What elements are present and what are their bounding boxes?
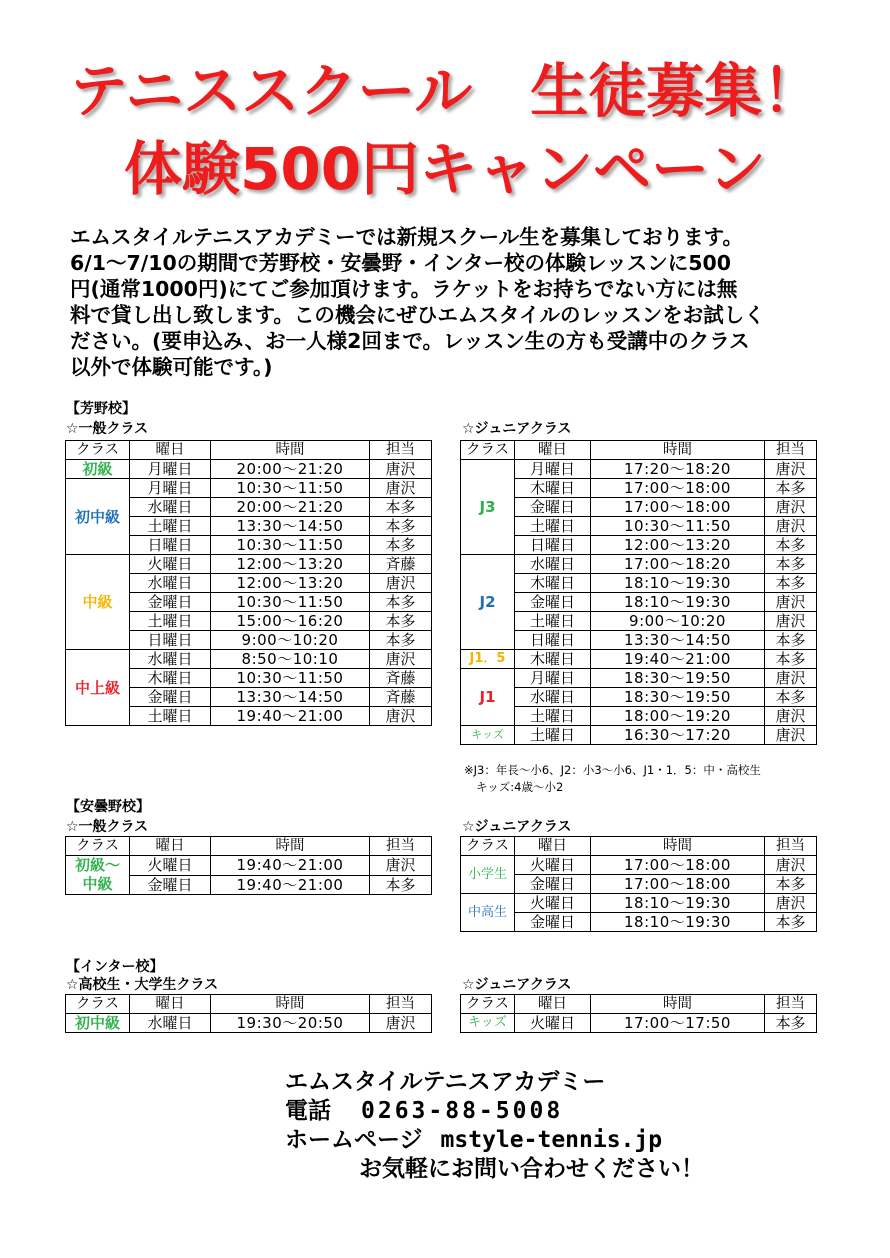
coach-cell: 本多 [765, 913, 817, 932]
header-time: 時間 [211, 441, 370, 460]
inter-junior-table [460, 994, 817, 1033]
header-coach: 担当 [370, 441, 432, 460]
coach-cell: 唐沢 [370, 1014, 432, 1033]
day-cell: 土曜日 [130, 707, 211, 726]
header-coach: 担当 [765, 441, 817, 460]
day-cell: 月曜日 [130, 460, 211, 479]
class-cell: キッズ [461, 726, 515, 745]
coach-cell: 唐沢 [765, 593, 817, 612]
day-cell: 金曜日 [130, 875, 211, 895]
class-line: 初級～ [74, 856, 120, 874]
day-cell: 火曜日 [130, 856, 211, 876]
day-cell: 木曜日 [515, 650, 591, 669]
day-cell: 金曜日 [515, 593, 591, 612]
inter-school-label: 【インター校】 [66, 959, 164, 975]
day-cell: 水曜日 [130, 574, 211, 593]
time-cell: 13:30～14:50 [211, 517, 370, 536]
academy-name: エムスタイルテニスアカデミー [285, 1069, 606, 1095]
table-row [461, 875, 817, 894]
table-row [461, 460, 817, 479]
yoshino-general-table [65, 440, 432, 726]
day-cell: 土曜日 [130, 612, 211, 631]
time-cell: 9:00～10:20 [591, 612, 765, 631]
header-class: クラス [461, 995, 515, 1014]
header-time: 時間 [211, 995, 370, 1014]
coach-cell: 斉藤 [370, 555, 432, 574]
time-cell: 9:00～10:20 [211, 631, 370, 650]
day-cell: 土曜日 [515, 517, 591, 536]
table-row [66, 460, 432, 479]
header-day: 曜日 [130, 837, 211, 856]
coach-cell: 唐沢 [765, 498, 817, 517]
coach-cell: 唐沢 [370, 707, 432, 726]
time-cell: 13:30～14:50 [591, 631, 765, 650]
day-cell: 月曜日 [515, 669, 591, 688]
day-cell: 日曜日 [130, 536, 211, 555]
table-row [461, 593, 817, 612]
coach-cell: 斉藤 [370, 688, 432, 707]
time-cell: 13:30～14:50 [211, 688, 370, 707]
coach-cell: 本多 [765, 688, 817, 707]
closing-message: お気軽にお問い合わせください！ [359, 1156, 704, 1182]
coach-cell: 本多 [370, 498, 432, 517]
table-row [461, 574, 817, 593]
coach-cell: 唐沢 [765, 460, 817, 479]
class-cell: 小学生 [461, 856, 515, 894]
intro-line: 円(通常1000円)にてご参加頂けます。ラケットをお持ちでない方には無 [70, 277, 738, 301]
day-cell: 土曜日 [515, 726, 591, 745]
day-cell: 金曜日 [515, 875, 591, 894]
table-header-row [461, 995, 817, 1014]
coach-cell: 唐沢 [370, 460, 432, 479]
table-header-row [461, 441, 817, 460]
header-day: 曜日 [130, 441, 211, 460]
time-cell: 15:00～16:20 [211, 612, 370, 631]
coach-cell: 本多 [765, 650, 817, 669]
time-cell: 17:00～18:00 [591, 856, 765, 875]
coach-cell: 本多 [370, 631, 432, 650]
day-cell: 火曜日 [515, 1014, 591, 1033]
day-cell: 火曜日 [515, 894, 591, 913]
day-cell: 金曜日 [130, 593, 211, 612]
day-cell: 月曜日 [130, 479, 211, 498]
header-time: 時間 [591, 441, 765, 460]
class-cell: J2 [461, 555, 515, 650]
time-cell: 18:10～19:30 [591, 894, 765, 913]
website-link[interactable]: mstyle-tennis.jp [440, 1127, 663, 1153]
coach-cell: 唐沢 [370, 574, 432, 593]
day-cell: 土曜日 [515, 707, 591, 726]
coach-cell: 本多 [765, 574, 817, 593]
class-cell: 初中級 [66, 1014, 130, 1033]
table-row [461, 650, 817, 669]
yoshino-school-label: 【芳野校】 [66, 401, 136, 417]
table-row [461, 479, 817, 498]
header-time: 時間 [591, 837, 765, 856]
coach-cell: 本多 [370, 875, 432, 895]
intro-line: 6/1～7/10の期間で芳野校・安曇野・インター校の体験レッスンに500 [70, 251, 732, 275]
header-class: クラス [66, 441, 130, 460]
table-row [461, 1014, 817, 1033]
phone-label: 電話 [285, 1098, 331, 1124]
time-cell: 12:00～13:20 [211, 555, 370, 574]
class-cell: 初中級 [66, 479, 130, 555]
intro-line: 料で貸し出し致します。この機会にぜひエムスタイルのレッスンをお試しく [70, 303, 765, 327]
time-cell: 20:00～21:20 [211, 498, 370, 517]
time-cell: 19:40～21:00 [211, 707, 370, 726]
time-cell: 19:30～20:50 [211, 1014, 370, 1033]
table-header-row [461, 837, 817, 856]
class-cell: 中高生 [461, 894, 515, 932]
intro-line: ださい。(要申込み、お一人様2回まで。レッスン生の方も受講中のクラス [70, 329, 750, 353]
table-header-row [66, 995, 432, 1014]
coach-cell: 唐沢 [370, 856, 432, 876]
day-cell: 金曜日 [515, 498, 591, 517]
azumino-general-label: ☆一般クラス [66, 819, 149, 835]
time-cell: 19:40～21:00 [591, 650, 765, 669]
coach-cell: 本多 [370, 517, 432, 536]
header-day: 曜日 [130, 995, 211, 1014]
time-cell: 10:30～11:50 [211, 593, 370, 612]
table-row [461, 913, 817, 932]
table-row [66, 555, 432, 574]
coach-cell: 唐沢 [765, 612, 817, 631]
header-time: 時間 [591, 995, 765, 1014]
header-day: 曜日 [515, 995, 591, 1014]
junior-age-note: ※J3：年長～小6、J2：小3～小6、J1・1．5：中・高校生 [464, 763, 761, 777]
coach-cell: 唐沢 [765, 669, 817, 688]
time-cell: 17:00～18:00 [591, 875, 765, 894]
table-row [461, 688, 817, 707]
phone-line [285, 1097, 704, 1126]
header-coach: 担当 [765, 995, 817, 1014]
day-cell: 水曜日 [515, 688, 591, 707]
time-cell: 19:40～21:00 [211, 856, 370, 876]
day-cell: 木曜日 [515, 574, 591, 593]
day-cell: 火曜日 [130, 555, 211, 574]
coach-cell: 唐沢 [765, 856, 817, 875]
time-cell: 10:30～11:50 [211, 536, 370, 555]
class-cell: J1 [461, 669, 515, 726]
table-row [461, 536, 817, 555]
table-row [66, 856, 432, 876]
coach-cell: 本多 [370, 536, 432, 555]
time-cell: 18:00～19:20 [591, 707, 765, 726]
header-day: 曜日 [515, 441, 591, 460]
time-cell: 17:00～18:00 [591, 498, 765, 517]
azumino-junior-label: ☆ジュニアクラス [462, 819, 572, 835]
coach-cell: 唐沢 [370, 650, 432, 669]
contact-footer [285, 1068, 704, 1184]
class-cell: 初級 [66, 460, 130, 479]
day-cell: 金曜日 [515, 913, 591, 932]
day-cell: 水曜日 [515, 555, 591, 574]
header-coach: 担当 [370, 995, 432, 1014]
coach-cell: 本多 [765, 536, 817, 555]
class-cell [66, 856, 130, 895]
inter-junior-label: ☆ジュニアクラス [462, 977, 572, 993]
time-cell: 12:00～13:20 [591, 536, 765, 555]
coach-cell: 本多 [370, 593, 432, 612]
day-cell: 日曜日 [515, 536, 591, 555]
table-row [461, 498, 817, 517]
table-row [461, 612, 817, 631]
day-cell: 日曜日 [515, 631, 591, 650]
time-cell: 18:10～19:30 [591, 913, 765, 932]
coach-cell: 斉藤 [370, 669, 432, 688]
time-cell: 19:40～21:00 [211, 875, 370, 895]
table-row [66, 1014, 432, 1033]
time-cell: 12:00～13:20 [211, 574, 370, 593]
class-cell: J3 [461, 460, 515, 555]
azumino-junior-table [460, 836, 817, 932]
table-header-row [66, 441, 432, 460]
headline-campaign: 体験500円キャンペーン [124, 135, 766, 203]
coach-cell: 唐沢 [765, 894, 817, 913]
time-cell: 18:30～19:50 [591, 669, 765, 688]
azumino-general-table [65, 836, 432, 895]
header-class: クラス [461, 837, 515, 856]
time-cell: 18:30～19:50 [591, 688, 765, 707]
inter-general-table [65, 994, 432, 1033]
table-row [461, 707, 817, 726]
time-cell: 10:30～11:50 [591, 517, 765, 536]
day-cell: 木曜日 [515, 479, 591, 498]
header-time: 時間 [211, 837, 370, 856]
phone-number[interactable]: 0263-88-5008 [361, 1098, 564, 1124]
coach-cell: 唐沢 [765, 707, 817, 726]
class-cell: J1．5 [461, 650, 515, 669]
time-cell: 17:00～18:00 [591, 479, 765, 498]
day-cell: 水曜日 [130, 1014, 211, 1033]
day-cell: 日曜日 [130, 631, 211, 650]
class-line: 中級 [82, 875, 113, 893]
website-line [285, 1126, 704, 1155]
day-cell: 火曜日 [515, 856, 591, 875]
time-cell: 18:10～19:30 [591, 574, 765, 593]
day-cell: 土曜日 [515, 612, 591, 631]
table-row [66, 479, 432, 498]
inter-general-label: ☆高校生・大学生クラス [66, 977, 219, 993]
header-coach: 担当 [370, 837, 432, 856]
time-cell: 20:00～21:20 [211, 460, 370, 479]
header-coach: 担当 [765, 837, 817, 856]
time-cell: 16:30～17:20 [591, 726, 765, 745]
azumino-school-label: 【安曇野校】 [66, 799, 150, 815]
yoshino-junior-label: ☆ジュニアクラス [462, 421, 572, 437]
class-cell: 中級 [66, 555, 130, 650]
time-cell: 17:20～18:20 [591, 460, 765, 479]
day-cell: 水曜日 [130, 498, 211, 517]
day-cell: 土曜日 [130, 517, 211, 536]
class-cell: 中上級 [66, 650, 130, 726]
time-cell: 17:00～17:50 [591, 1014, 765, 1033]
time-cell: 8:50～10:10 [211, 650, 370, 669]
yoshino-junior-table [460, 440, 817, 745]
day-cell: 金曜日 [130, 688, 211, 707]
time-cell: 10:30～11:50 [211, 479, 370, 498]
table-row [461, 669, 817, 688]
intro-line: 以外で体験可能です。) [70, 355, 273, 379]
table-row [461, 726, 817, 745]
coach-cell: 本多 [765, 631, 817, 650]
coach-cell: 本多 [765, 875, 817, 894]
time-cell: 10:30～11:50 [211, 669, 370, 688]
class-cell: キッズ [461, 1014, 515, 1033]
day-cell: 月曜日 [515, 460, 591, 479]
intro-paragraph [70, 224, 822, 380]
header-class: クラス [461, 441, 515, 460]
day-cell: 木曜日 [130, 669, 211, 688]
day-cell: 水曜日 [130, 650, 211, 669]
time-cell: 18:10～19:30 [591, 593, 765, 612]
header-day: 曜日 [515, 837, 591, 856]
intro-line: エムスタイルテニスアカデミーでは新規スクール生を募集しております。 [70, 225, 744, 249]
table-row [461, 517, 817, 536]
headline-title: テニススクール 生徒募集！ [69, 57, 821, 125]
table-header-row [66, 837, 432, 856]
coach-cell: 本多 [765, 479, 817, 498]
coach-cell: 唐沢 [765, 726, 817, 745]
coach-cell: 唐沢 [765, 517, 817, 536]
coach-cell: 本多 [765, 555, 817, 574]
table-row [461, 856, 817, 875]
table-row [66, 650, 432, 669]
website-label: ホームページ [285, 1127, 423, 1153]
header-class: クラス [66, 995, 130, 1014]
table-row [461, 894, 817, 913]
time-cell: 17:00～18:20 [591, 555, 765, 574]
coach-cell: 本多 [765, 1014, 817, 1033]
kids-age-note: キッズ:4歳～小2 [476, 780, 564, 794]
yoshino-general-label: ☆一般クラス [66, 421, 149, 437]
header-class: クラス [66, 837, 130, 856]
coach-cell: 本多 [370, 612, 432, 631]
coach-cell: 唐沢 [370, 479, 432, 498]
table-row [461, 555, 817, 574]
table-row [461, 631, 817, 650]
